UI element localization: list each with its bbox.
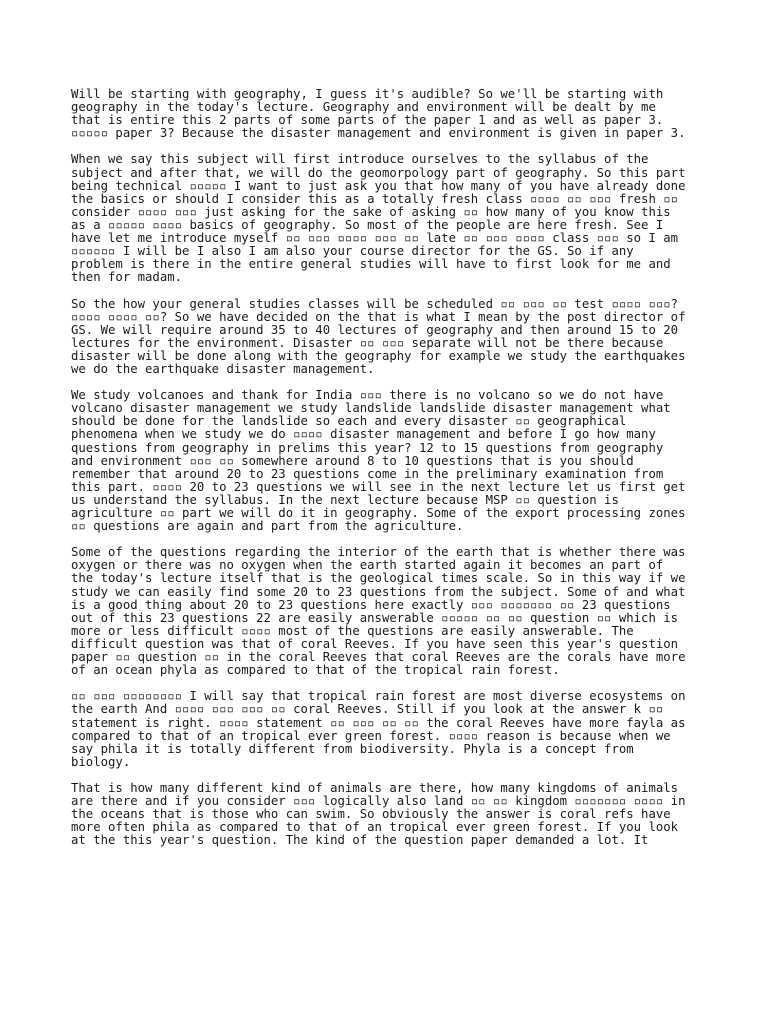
- paragraph-interior-earth: Some of the questions regarding the interior of the earth that is whether there was oxygen or there was no oxygen when the earth started again it becomes an part of the today's lecture itself that is the geological times scale. So in this way if we study we can easily find some 20 to 23 questions from the subject. Some of and what is a good thing about 20 to 23 questions here exactly ▫▫▫ ▫▫▫▫▫▫▫ ▫▫ 23 questions out of this 23 questions 22 are easily answerable ▫▫▫▫▫ ▫▫ ▫▫ question ▫▫ which is more or less difficult ▫▫▫▫ most of the questions are easily answerable. The difficult question was that of coral Reeves. If you have seen this year's question paper ▫▫ question ▫▫ in the coral Reeves that coral Reeves are the corals have more of an ocean phyla as compared to that of the tropical rain forest.: [71, 545, 686, 678]
- paragraph-rainforest: ▫▫ ▫▫▫ ▫▫▫▫▫▫▫▫ I will say that tropical rain forest are most diverse ecosystems on the earth And ▫▫▫▫ ▫▫▫ ▫▫▫ ▫▫ coral Reeves. Still if you look at the answer k ▫▫ statement is right. ▫▫▫▫ statement ▫▫ ▫▫▫ ▫▫ ▫▫ the coral Reeves have more fayla as compared to that of an tropical ever green forest. ▫▫▫▫ reason is because when we say phila it is totally different from biodiversity. Phyla is a concept from biology.: [71, 689, 686, 769]
- paragraph-syllabus: When we say this subject will first introduce ourselves to the syllabus of the subject and after that, we will do the geomorpology part of geography. So this part being technical ▫▫▫▫▫ I want to just ask you that how many of you have already done the basics or should I consider this as a totally fresh class ▫▫▫▫ ▫▫ ▫▫▫ fresh ▫▫ consider ▫▫▫▫ ▫▫▫ just asking for the sake of asking ▫▫ how many of you know this as a ▫▫▫▫▫ ▫▫▫▫ basics of geography. So most of the people are here fresh. See I have let me introduce myself ▫▫ ▫▫▫ ▫▫▫▫ ▫▫▫ ▫▫ late ▫▫ ▫▫▫ ▫▫▫▫ class ▫▫▫ so I am ▫▫▫▫▫▫ I will be I also I am also your course director for the GS. So if any problem is there in the entire general studies will have to first look for me and then for madam.: [71, 152, 686, 285]
- paragraph-schedule: So the how your general studies classes will be scheduled ▫▫ ▫▫▫ ▫▫ test ▫▫▫▫ ▫▫▫? ▫▫▫▫ ▫▫▫▫ ▫▫? So we have decided on the that is what I mean by the post director of GS. We will require around 35 to 40 lectures of geography and then around 15 to 20 lectures for the environment. Disaster ▫▫ ▫▫▫ separate will not be there because disaster will be done along with the geography for example we study the earthquakes we do the earthquake disaster management.: [71, 296, 686, 376]
- document-page: [71, 88, 711, 861]
- paragraph-animals: That is how many different kind of animals are there, how many kingdoms of animals are there and if you consider ▫▫▫ logically also land ▫▫ ▫▫ kingdom ▫▫▫▫▫▫▫ ▫▫▫▫ in the oceans that is those who can swim. So obviously the answer is coral refs have more often phila as compared to that of an tropical ever green forest. If you look at the this year's question. The kind of the question paper demanded a lot. It: [71, 780, 686, 848]
- paragraph-intro: Will be starting with geography, I guess it's audible? So we'll be starting with geography in the today's lecture. Geography and environment will be dealt by me that is entire this 2 parts of some parts of the paper 1 and as well as paper 3. ▫▫▫▫▫ paper 3? Because the disaster management and environment is given in paper 3.: [71, 87, 686, 141]
- paragraph-volcanoes: We study volcanoes and thank for India ▫▫▫ there is no volcano so we do not have volcano disaster management we study landslide landslide disaster management what should be done for the landslide so each and every disaster ▫▫ geographical phenomena when we study we do ▫▫▫▫ disaster management and before I go how many questions from geography in prelims this year? 12 to 15 questions from geography and environment ▫▫▫ ▫▫ somewhere around 8 to 10 questions that is you should remember that around 20 to 23 questions come in the preliminary examination from this part. ▫▫▫▫ 20 to 23 questions we will see in the next lecture let us first get us understand the syllabus. In the next lecture because MSP ▫▫ question is agriculture ▫▫ part we will do it in geography. Some of the export processing zones ▫▫ questions are again and part from the agriculture.: [71, 388, 686, 534]
